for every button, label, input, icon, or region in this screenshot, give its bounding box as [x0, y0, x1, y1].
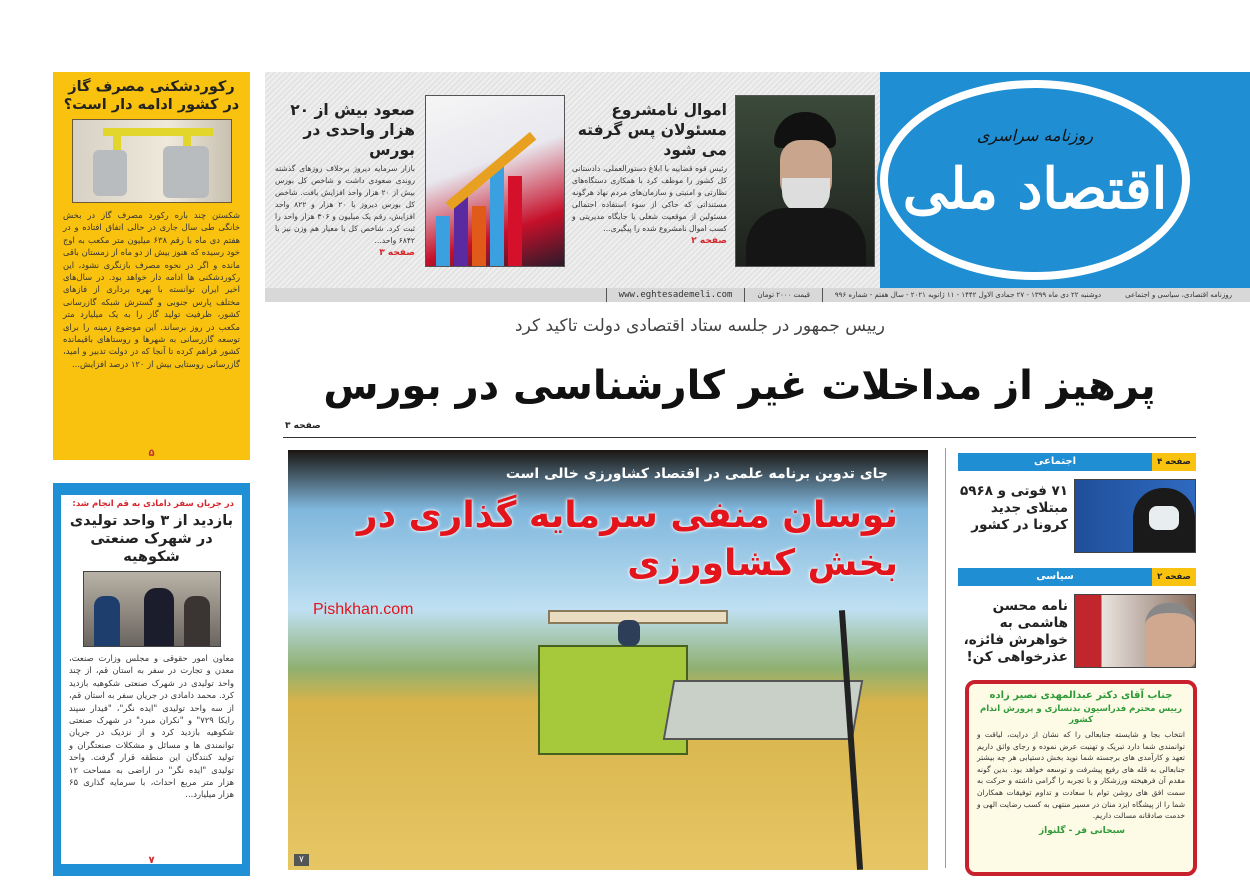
section-page: صفحه ۴ — [1152, 453, 1196, 471]
section-label[interactable]: سیاسی — [1036, 571, 1074, 582]
masthead-logo — [880, 72, 1250, 288]
ad-body: انتخاب بجا و شایسته جنابعالی را که نشان از درایت، لیاقت و توانمندی شما دارد تبریک و تهنیت عرض نموده و رجای واثق داریم تعهد و کارآمدی های برجسته شما نوید بخش دستیابی هر چه بیشتر جنابعالی به قله های رفیع پیشرفت و توسعه خواهد بود. بدین گونه مقدم آن فرهیخته ورزشکار و با تجربه را گرامی داشته و حرکت به سمت افق های روشن توام با سعادت و تداوم توفیقات همکاران شما را از پیشگاه ایزد منان در مسیر منتهی به کسب رضایت الهی و خدمت صادقانه مسالت داریم. — [977, 730, 1185, 821]
top-story-assets-page: صفحه ۲ — [691, 236, 727, 246]
issue-date: دوشنبه ۲۲ دی ماه ۱۳۹۹ - ۲۷ جمادی الاول ۱۴۴۲ - ۱۱ ژانویه ۲۰۲۱ - سال هفتم - شماره ۹۹۶ — [822, 288, 1113, 302]
section-story-title[interactable]: نامه محسن هاشمی به خواهرش فائزه، عذرخواهی کن! — [963, 598, 1068, 665]
visit-title[interactable]: بازدید از ۳ واحد تولیدی در شهرک صنعتی شکوهیه — [69, 513, 234, 565]
price: قیمت ۲۰۰۰ تومان — [744, 288, 821, 302]
masthead-info-bar — [265, 288, 1250, 302]
ad-title: جناب آقای دکتر عبدالمهدی نصیر زاده — [989, 690, 1173, 701]
visit-page: ۷ — [148, 855, 155, 866]
section-page: صفحه ۲ — [1152, 568, 1196, 586]
top-story-bourse-body: بازار سرمایه دیروز برخلاف روزهای گذشته روندی صعودی داشت و شاخص کل بورس بیش از ۲۰ هزار واحد افزایش یافت. شاخص کل بورس دیروز با ۲۰ هزار و ۸۲۲ واحد افزایش، رقم یک میلیون و ۳۰۶ هزار واحد را ثبت کرد. شاخص کل با معیار هم وزن نیز با ۶۸۴۲ واحد... — [275, 164, 415, 245]
lead-headline[interactable]: پرهیز از مداخلات غیر کارشناسی در بورس — [323, 363, 1156, 409]
top-story-assets — [572, 100, 727, 246]
main-photo-kicker: جای تدوین برنامه علمی در اقتصاد کشاورزی خالی است — [505, 466, 888, 482]
stock-chart-photo — [425, 95, 565, 267]
website-link[interactable]: www.eghtesademeli.com — [606, 288, 745, 302]
top-story-bourse-page: صفحه ۳ — [379, 248, 415, 258]
divider — [283, 437, 1196, 438]
section-label[interactable]: اجتماعی — [1033, 456, 1077, 467]
gas-story-body: شکستن چند باره رکورد مصرف گاز در بخش خانگی طی سال جاری در حالی اتفاق افتاده و در هفتم دی ماه با رقم ۶۳۸ میلیون متر مکعب به اوج خود رسیده که هنوز بیش از دو ماه از زمستان باقی مانده و اگر در نحوه مصرف بازنگری نشود، این رکوردشکنی ها ادامه دار خواهد بود. در سال‌های اخیر ایران توانسته با بهره برداری از فازهای مختلف پارس جنوبی و گسترش شبکه گازرسانی کشور، ظرفیت تولید گاز را به یک میلیارد متر مکعب در روز برساند. این موضوع زمینه را برای توسعه گازرسانی به شهرها و روستاهای باقیمانده کشور فراهم کرده تا آنجا که در دولت تدبیر و امید، گازرسانی روستایی بیش از ۱۲۰ درصد افزایش... — [63, 210, 240, 369]
hashemi-photo — [1074, 594, 1196, 668]
visit-kicker: در جریان سفر دامادی به قم انجام شد: — [72, 499, 234, 509]
logo-subtitle: روزنامه سراسری — [976, 126, 1094, 145]
gas-story-page: ۵ — [148, 448, 155, 459]
ad-subtitle: رییس محترم فدراسیون بدنسازی و پرورش اندام کشور — [979, 704, 1183, 725]
paper-type: روزنامه اقتصادی، سیاسی و اجتماعی — [1125, 291, 1232, 299]
judiciary-chief-photo — [735, 95, 875, 267]
lead-kicker: رییس جمهور در جلسه ستاد اقتصادی دولت تاکید کرد — [515, 316, 885, 336]
main-photo-headline[interactable]: نوسان منفی سرمایه گذاری در بخش کشاورزی — [356, 495, 898, 584]
visit-box — [53, 483, 250, 876]
visit-body: معاون امور حقوقی و مجلس وزارت صنعت، معدن و تجارت در سفر به استان قم، از چند واحد تولیدی در شهرک صنعتی شکوهیه بازدید کرد. محمد دامادی در جریان سفر به استان قم، از سه واحد تولیدی "ایده نگر"، "فیدار سپند رایکا ۷۲۹" و "نکران مبرد" در شهرک صنعتی شکوهیه بازدید کرد و از نزدیک در جریان توانمندی ها و مسائل و مشکلات صنعتگران و تولید کنندگان این منطقه قرار گرفت. واحد تولیدی "ایده نگر" در اراضی به مساحت ۱۲ هزار متر مربع احداث، با سرمایه گذاری ۶۵ هزار میلیارد... — [69, 653, 234, 800]
gas-story-title[interactable]: رکوردشکنی مصرف گاز در کشور ادامه دار است؟ — [63, 79, 240, 113]
visit-photo — [83, 571, 221, 647]
watermark: Pishkhan.com — [313, 601, 414, 618]
agriculture-main-photo — [288, 450, 928, 870]
section-story-title[interactable]: ۷۱ فوتی و ۵۹۶۸ مبتلای جدید کرونا در کشور — [960, 483, 1068, 533]
top-story-assets-title[interactable]: اموال نامشروع مسئولان پس گرفته می شود — [577, 101, 727, 159]
congratulation-ad — [965, 680, 1197, 876]
top-story-bourse — [275, 100, 415, 258]
section-social — [958, 453, 1196, 553]
ad-signature: سبحانی فر - گلنواز — [1039, 825, 1125, 836]
combine-header — [663, 680, 864, 740]
spokeswoman-photo — [1074, 479, 1196, 553]
logo-name: اقتصاد ملی — [902, 156, 1168, 222]
gas-record-box — [53, 72, 250, 460]
section-politics — [958, 568, 1196, 668]
top-story-bourse-title[interactable]: صعود بیش از ۲۰ هزار واحدی در بورس — [290, 101, 415, 159]
gas-meter-photo — [72, 119, 232, 203]
column-divider — [945, 448, 946, 868]
lead-page: صفحه ۳ — [285, 421, 321, 431]
top-story-assets-body: رئیس قوه قضاییه با ابلاغ دستورالعملی، دادستانی کل کشور را موظف کرد با همکاری دستگاه‌های نظارتی و امنیتی و سازمان‌های مردم نهاد هرگونه مستنداتی که حاکی از سوء استفاده احتمالی مسئولین از موقعیت شغلی یا جایگاه مدیریتی و کسب اموال نامشروع شده را پیگیری... — [572, 164, 727, 233]
main-photo-page: ۷ — [294, 854, 309, 866]
